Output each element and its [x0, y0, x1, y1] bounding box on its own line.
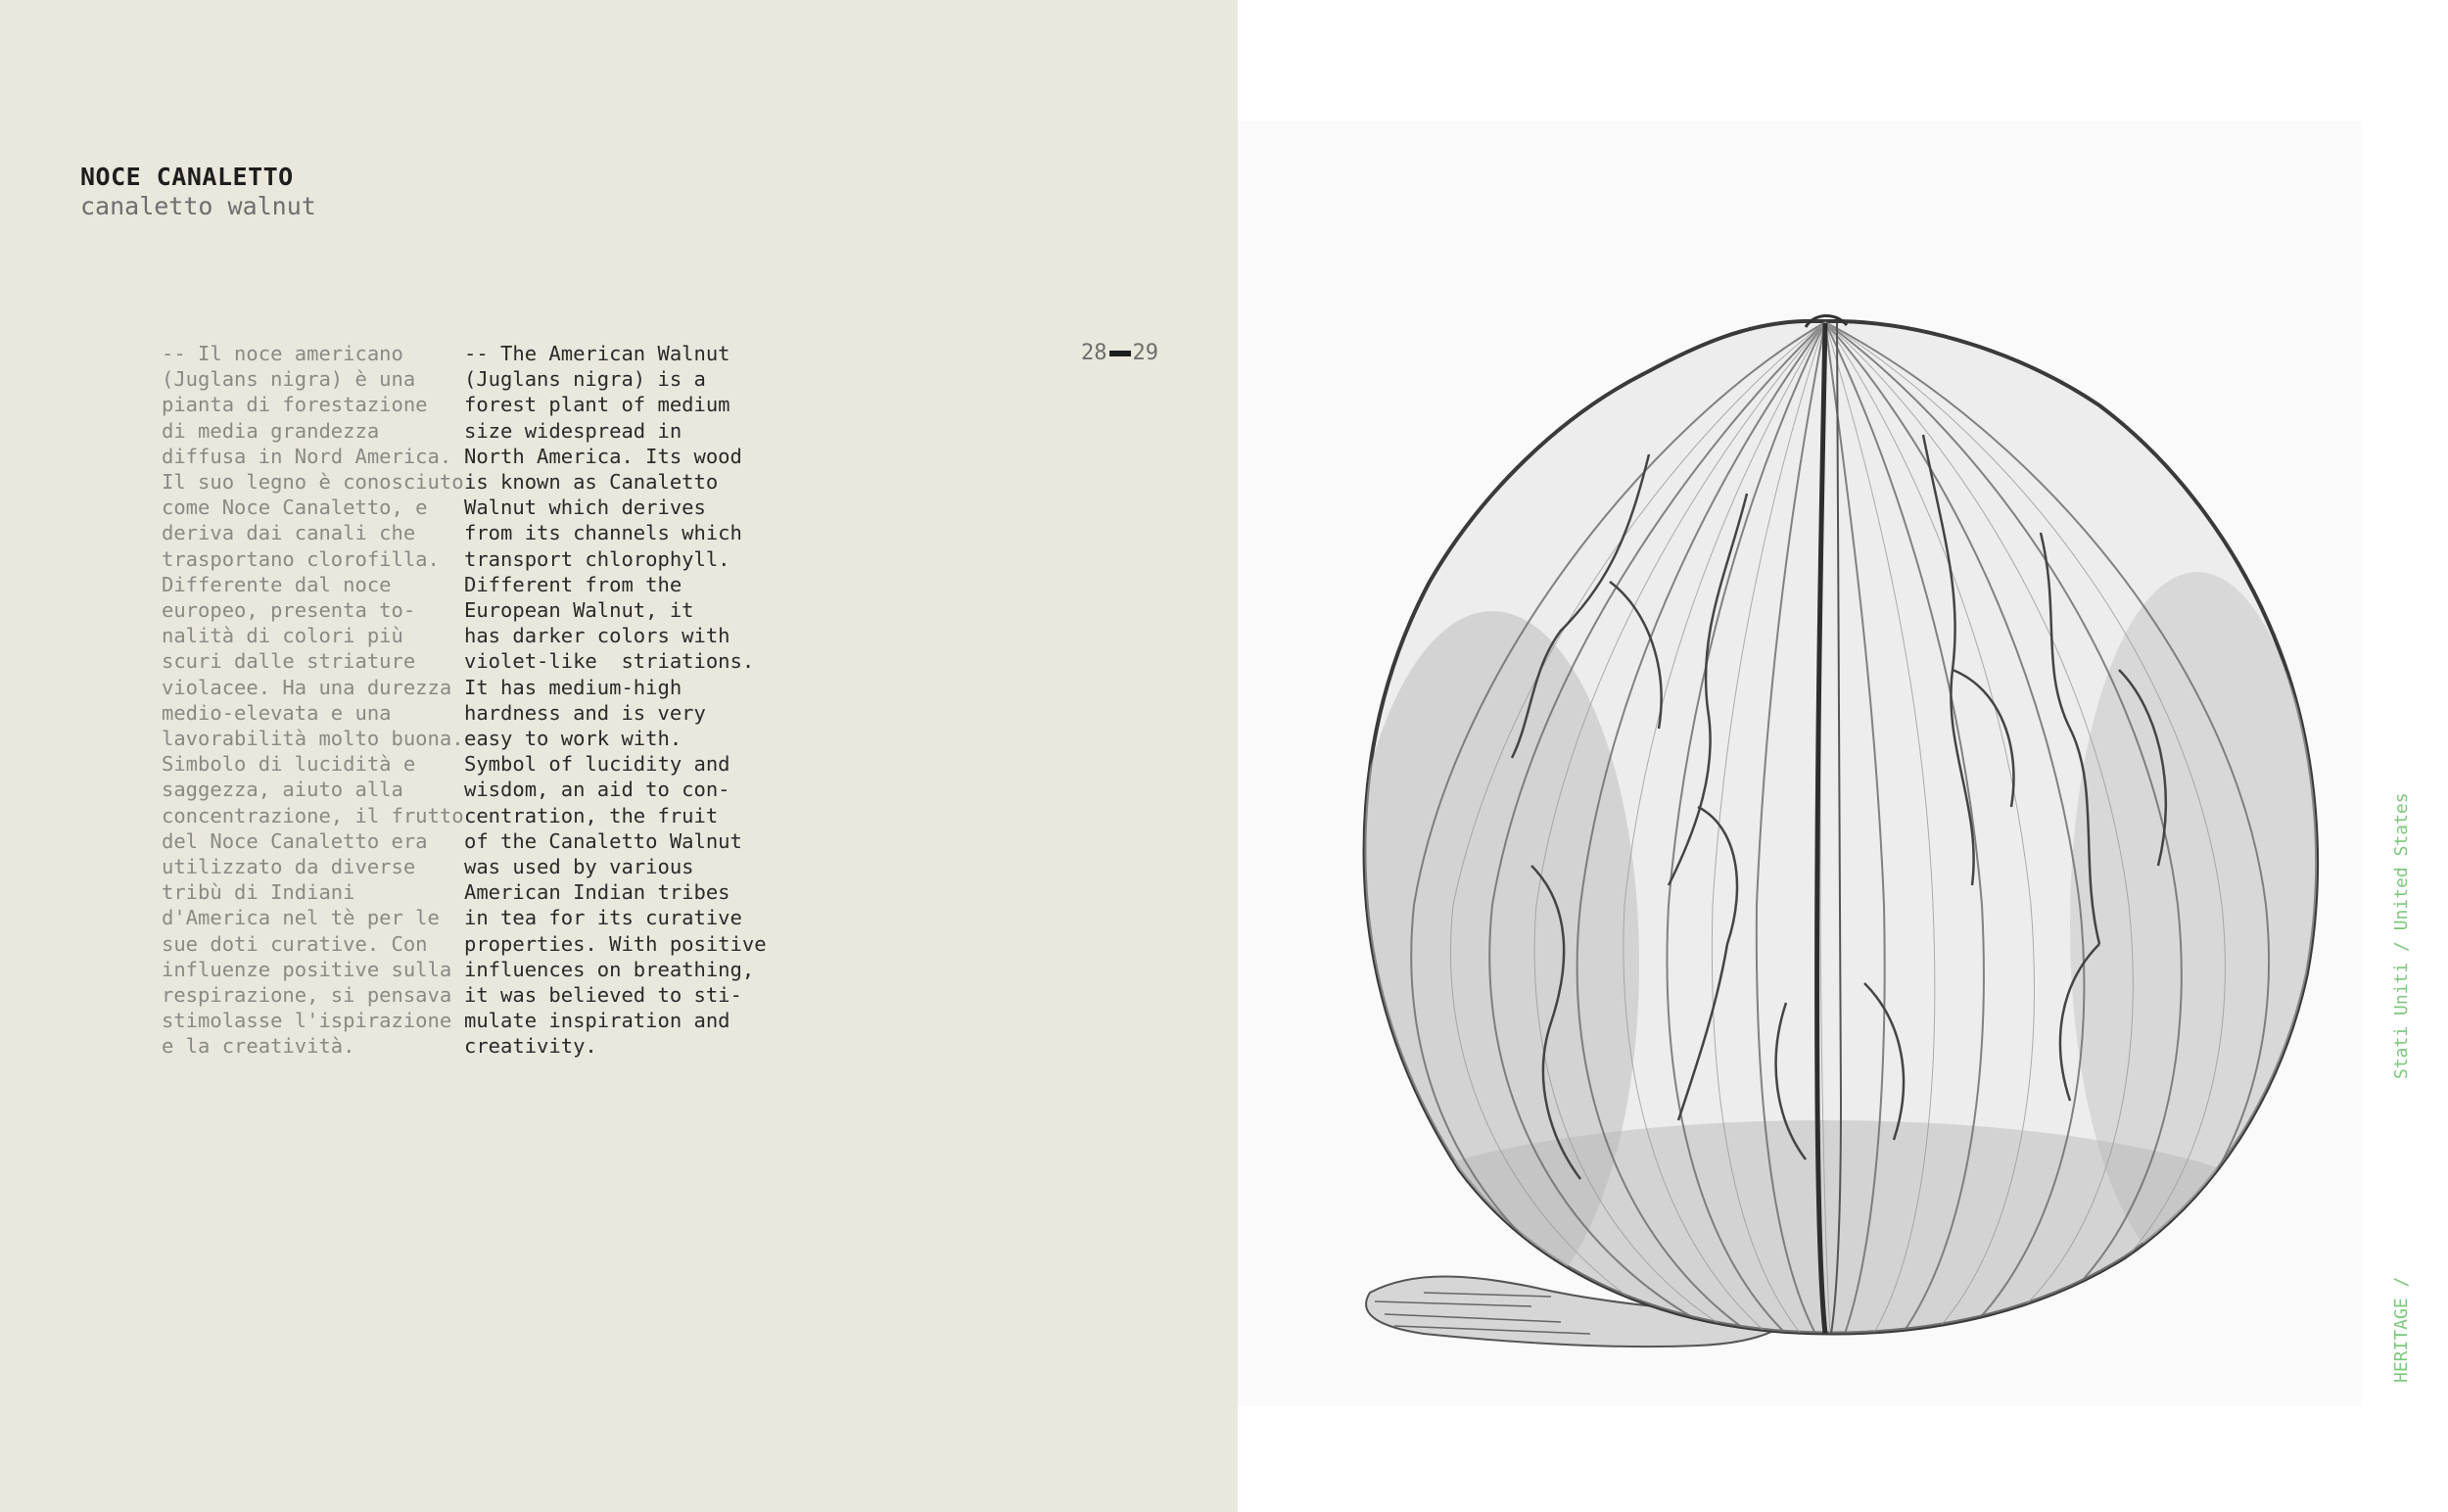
location-label: Stati Uniti / United States [2390, 792, 2412, 1079]
page-number-left: 28 [1081, 341, 1107, 365]
english-text-column: -- The American Walnut (Juglans nigra) is a forest plant of medium size widespread in North America. Its wood is known as Canaletto Walnut which derives from its channels which transport chlorophyll. Different from the European Walnut, it has darker colors with violet-like striations. It has medium-high hardness and is very easy to work with. Symbol of lucidity and wisdom, an aid to con- centration, the fruit of the Canaletto Walnut was used by various American Indian tribes in tea for its curative properties. With positive influences on breathing, it was believed to sti- mulate inspiration and creativity. [464, 342, 767, 1059]
walnut-engraving-icon [1238, 121, 2362, 1406]
italian-text-column: -- Il noce americano (Juglans nigra) è una pianta di forestazione di media grandezza diffusa in Nord America. Il suo legno è conosciuto come Noce Canaletto, e deriva dai canali che trasportano clorofilla. Differente dal noce europeo, presenta to- nalità di colori più scuri dalle striature violacee. Ha una durezza medio-elevata e una lavorabilità molto buona. Simbolo di lucidità e saggezza, aiuto alla concentrazione, il frutto del Noce Canaletto era utilizzato da diverse tribù di Indiani d'America nel tè per le sue doti curative. Con influenze positive sulla respirazione, si pensava stimolasse l'ispirazione e la creatività. [162, 342, 464, 1059]
page-numbers [1081, 341, 1158, 366]
page-number-right: 29 [1132, 341, 1158, 365]
page-title: NOCE CANALETTO [80, 163, 294, 191]
page-separator [1109, 351, 1131, 356]
page-subtitle: canaletto walnut [80, 192, 316, 220]
section-label: HERITAGE / [2390, 1276, 2412, 1383]
illustration-panel [1238, 121, 2362, 1406]
side-label [2379, 697, 2423, 1383]
